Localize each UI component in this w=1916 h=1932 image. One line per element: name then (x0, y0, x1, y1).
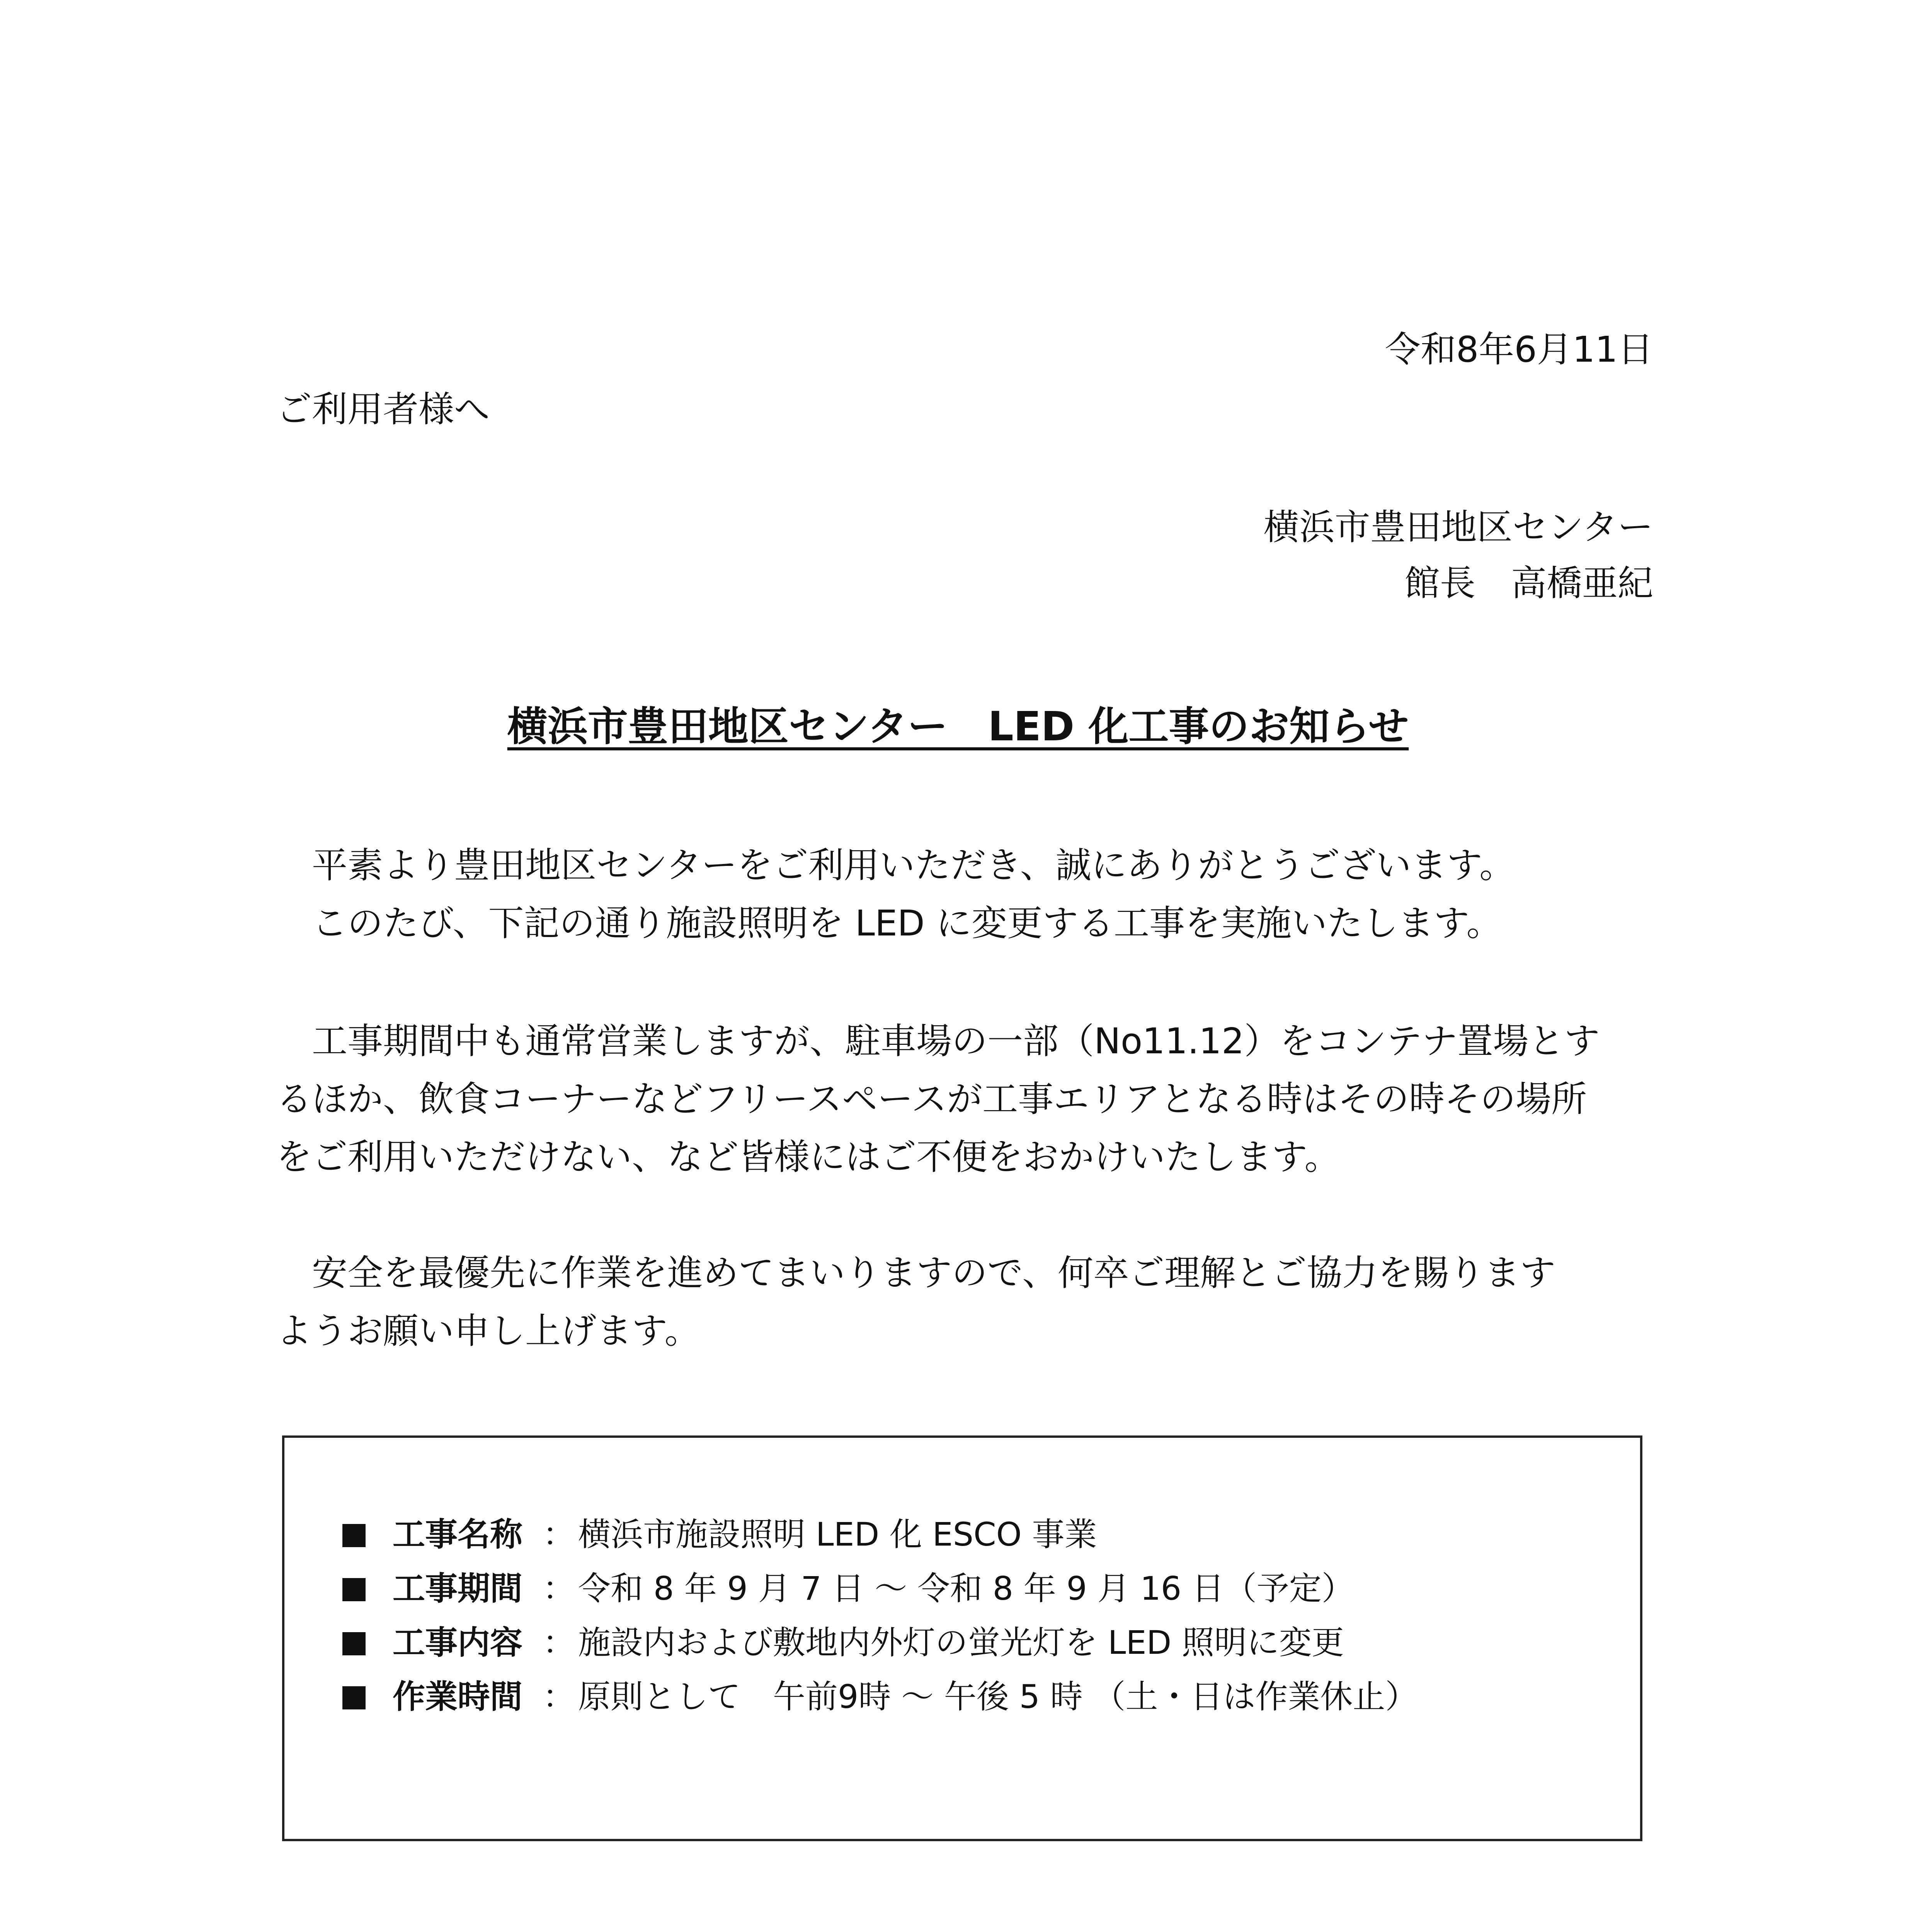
detail-item-content (342, 1619, 1344, 1666)
paragraph-safety (276, 1244, 1652, 1360)
paragraph-line: ようお願い申し上げます。 (276, 1310, 700, 1352)
detail-label: 工事名称 (393, 1515, 523, 1553)
detail-item-period (342, 1565, 1354, 1612)
detail-value: 横浜市施設照明 LED 化 ESCO 事業 (578, 1515, 1097, 1553)
square-bullet-icon (342, 1524, 366, 1547)
detail-label: 工事期間 (393, 1570, 523, 1607)
detail-value: 施設内および敷地内外灯の蛍光灯を LED 照明に変更 (578, 1624, 1344, 1662)
paragraph-line: をご利用いただけない、など皆様にはご不便をおかけいたします。 (276, 1136, 1340, 1178)
square-bullet-icon (342, 1578, 366, 1601)
detail-value: 令和 8 年 9 月 7 日 ～ 令和 8 年 9 月 16 日（予定） (578, 1570, 1354, 1607)
detail-item-name (342, 1511, 1097, 1558)
paragraph-line: このたび、下記の通り施設照明を LED に変更する工事を実施いたします。 (276, 903, 1502, 944)
detail-colon: ： (542, 1570, 575, 1607)
square-bullet-icon (342, 1686, 366, 1709)
detail-item-hours (342, 1673, 1417, 1720)
paragraph-line: 安全を最優先に作業を進めてまいりますので、何卒ご理解とご協力を賜ります (276, 1252, 1556, 1294)
work-details-box (282, 1435, 1642, 1841)
detail-colon: ： (542, 1515, 575, 1553)
addressee: ご利用者様へ (276, 389, 490, 430)
detail-label: 作業時間 (393, 1678, 523, 1716)
notice-title-text: 横浜市豊田地区センター LED 化工事のお知らせ (507, 703, 1409, 750)
paragraph-line: 工事期間中も通常営業しますが、駐車場の一部（No11.12）をコンテナ置場とす (276, 1020, 1600, 1062)
paragraph-operations (276, 1012, 1652, 1186)
organization-name: 横浜市豊田地区センター (1263, 507, 1653, 548)
paragraph-line: るほか、飲食コーナーなどフリースペースが工事エリアとなる時はその時その場所 (276, 1078, 1587, 1120)
detail-colon: ： (542, 1624, 575, 1662)
paragraph-line: 平素より豊田地区センターをご利用いただき、誠にありがとうございます。 (276, 845, 1515, 886)
detail-label: 工事内容 (393, 1624, 523, 1662)
square-bullet-icon (342, 1632, 366, 1655)
paragraph-greeting (276, 837, 1652, 952)
detail-colon: ： (542, 1678, 575, 1716)
date-line: 令和8年6月11日 (1385, 329, 1653, 370)
notice-title (0, 696, 1916, 757)
signatory: 館長 高橋亜紀 (1404, 563, 1653, 604)
detail-value: 原則として 午前9時 ～ 午後 5 時 （土・日は作業休止） (578, 1678, 1418, 1716)
